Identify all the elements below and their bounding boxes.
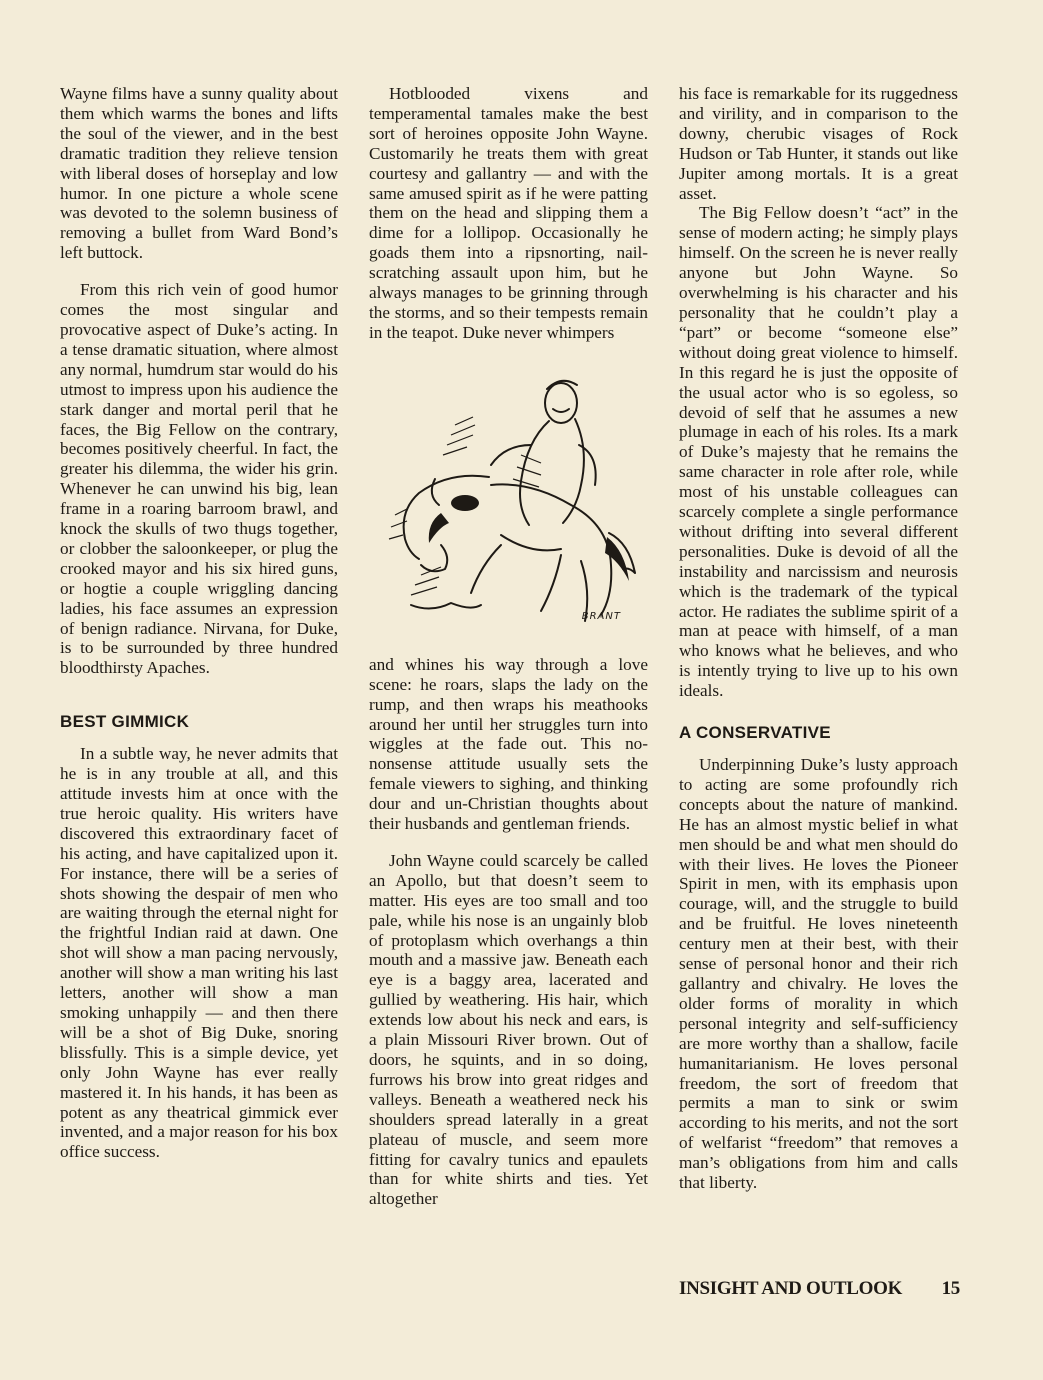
col2-paragraph-3: John Wayne could scarcely be called an Apollo, but that doesn’t seem to matter. His eyes are too small and too pale, while his nose is an ungainly blob of protoplasm which overhangs a thin mouth and a massive jaw. Beneath each eye is a baggy area, lacerated and gullied by weathering. His hair, which extends low about his neck and ears, is a plain Missouri River brown. Out of doors, he squints, and in so doing, furrows his brow into great ridges and valleys. Beneath a weathered neck his shoulders spread laterally in a great plateau of muscle, and seem more fitting for cavalry tunics and epaulets than for white shirts and ties. Yet altogether [369, 850, 648, 1209]
col1-paragraph-2: From this rich vein of good humor comes the most singular and provocative aspect of Duke’s acting. In a tense dramatic situation, where almost any normal, humdrum star would do his utmost to impress upon his audience the stark danger and mortal peril that he faces, the Big Fellow on the contrary, becomes positively cheerful. In fact, the greater his dilemma, the wider his grin. Whenever he can unwind his big, lean frame in a roaring barroom brawl, and knock the skulls of two thugs together, or clobber the saloonkeeper, or plug the crooked mayor and his six hired guns, or hogtie a couple wriggling dancing ladies, his face assumes an expression of benign radiance. Nirvana, for Duke, is to be surrounded by three hundred bloodthirsty Apaches. [60, 280, 338, 678]
section-heading-best-gimmick: BEST GIMMICK [60, 712, 190, 732]
page-footer [679, 1278, 960, 1300]
column-3 [679, 84, 958, 1193]
col3-paragraph-1: his face is remarkable for its ruggedness and virility, and in comparison to the downy, cherubic visages of Rock Hudson or Tab Hunter, it stands out like Jupiter among mortals. It is a great asset. [679, 84, 958, 203]
illustrator-signature: BRANT [581, 610, 621, 622]
col3-paragraph-3: Underpinning Duke’s lusty approach to acting are some profoundly rich concepts about the nature of mankind. He has an almost mystic belief in what men should be and what men should do with their lives. He loves the Pioneer Spirit in men, with its emphasis upon courage, will, and the struggle to build and be fruitful. He loves nineteenth century men at their best, with their sense of personal honor and their rich gallantry and chivalry. He loves the older forms of morality in which personal integrity and self-sufficiency are more worthy than a shallow, facile humanitarianism. He loves personal freedom, the sort of freedom that permits a man to sink or swim according to his merits, and not the sort of welfarist “freedom” that removes a man’s obligations from him and calls that liberty. [679, 755, 958, 1193]
col1-paragraph-3: In a subtle way, he never admits that he is in any trouble at all, and this attitude invests him at once with the true heroic quality. His writers have discovered this extraordinary facet of his acting, and have capitalized upon it. For instance, there will be a series of shots showing the despair of men who are waiting through the eternal night for the frightful Indian raid at dawn. One shot will show a man pacing nervously, another will show a man writing his last letters, another will show a man smoking unhappily — and then there will be a shot of Big Duke, snoring blissfully. This is a simple device, yet only John Wayne has ever really mastered it. In his hands, it has been as potent as any theatrical gimmick ever invented, and a major reason for his box office success. [60, 744, 338, 1162]
col3-paragraph-2: The Big Fellow doesn’t “act” in the sense of modern acting; he simply plays himself. On the screen he is never really anyone but John Wayne. So overwhelming is his character and his personality that he couldn’t play a “part” or become “someone else” without doing great violence to himself. In this regard he is just the opposite of the usual actor who is so egoless, so devoid of self that he assumes a new plumage in each of his roles. Its a mark of Duke’s majesty that he remains the same character in role after role, while most of his unstable colleagues can scarcely complete a single performance without drifting into several different personalities. Duke is devoid of all the instability and narcissism and neurosis which is the trademark of the typical actor. He radiates the sublime spirit of a man at peace with himself, of a man who knows what he believes, and who is intently trying to live up to his own ideals. [679, 203, 958, 701]
cowboy-on-bucking-horse-sketch-icon [381, 365, 643, 635]
column-2 [369, 84, 648, 1209]
col2-paragraph-1: Hotblooded vixens and temperamental tamales make the best sort of heroines opposite John Wayne. Customarily he treats them with great courtesy and gallantry — and with the same amused spirit as if he were patting them on the head and slipping them a dime for a lollipop. Occasionally he goads them into a ripsnorting, nail-scratching assault upon him, but he always manages to be grinning through the storms, and so their tempests remain in the teapot. Duke never whimpers [369, 84, 648, 342]
col2-paragraph-2: and whines his way through a love scene: he roars, slaps the lady on the rump, and then wraps his meathooks around her until her struggles turn into wiggles at the fade out. This no-nonsense attitude usually sets the female viewers to sighing, and thinking dour and un-Christian thoughts about their husbands and gentleman friends. [369, 654, 648, 834]
publication-name: INSIGHT AND OUTLOOK [679, 1278, 903, 1299]
page-number: 15 [941, 1278, 960, 1299]
col1-paragraph-1: Wayne films have a sunny quality about them which warms the bones and lifts the soul of the viewer, and in the best dramatic tradition they relieve tension with liberal doses of horseplay and low humor. In one picture a whole scene was devoted to the solemn business of removing a bullet from Ward Bond’s left buttock. [60, 84, 338, 263]
section-heading-a-conservative: A CONSERVATIVE [679, 723, 831, 743]
column-1 [60, 84, 338, 1162]
cowboy-horse-illustration [381, 365, 643, 635]
